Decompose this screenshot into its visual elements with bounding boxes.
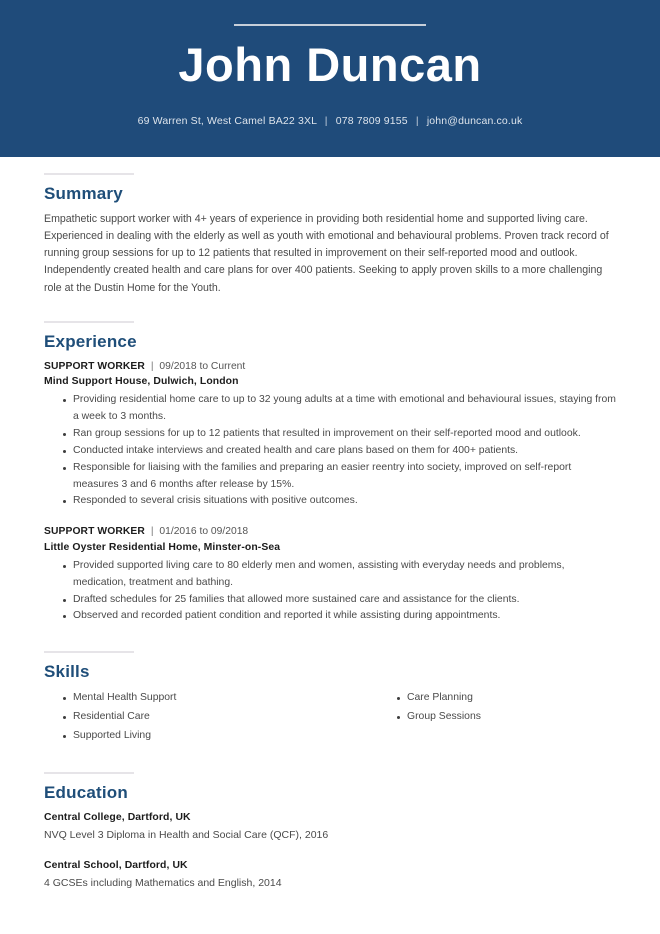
section-title-experience: Experience: [44, 331, 137, 351]
skill-item: Residential Care: [63, 708, 330, 727]
section-skills: [44, 651, 616, 746]
skills-list-right: [378, 689, 616, 727]
section-divider-rule: [44, 651, 134, 653]
job-title: SUPPORT WORKER: [44, 360, 145, 372]
skills-column-left: [44, 689, 330, 746]
contact-phone: 078 7809 9155: [335, 115, 408, 128]
education-degree: 4 GCSEs including Mathematics and English, 2014: [44, 877, 282, 890]
contact-address: 69 Warren St, West Camel BA22 3XL: [137, 115, 317, 128]
section-experience: [44, 321, 616, 625]
job-pipe-separator: |: [150, 526, 154, 538]
job-dates: 09/2018 to Current: [159, 360, 246, 372]
job-bullet: Providing residential home care to up to 32 young adults at a time with emotional and behavioural issues, staying from a week to 3 months.: [63, 392, 616, 426]
skill-item: Group Sessions: [397, 708, 616, 727]
education-school: Central School, Dartford, UK: [44, 860, 188, 872]
skill-item: Mental Health Support: [63, 689, 330, 708]
contact-separator-2: |: [415, 115, 419, 128]
job-bullet: Observed and recorded patient condition and reported it while assisting during appointments.: [63, 608, 616, 625]
job-bullet: Responsible for liaising with the families and preparing an easier reentry into society, improved on self-report measures 3 and 6 months after release by 15%.: [63, 460, 616, 494]
job-organization: Little Oyster Residential Home, Minster-on-Sea: [44, 541, 281, 553]
job-title: SUPPORT WORKER: [44, 526, 145, 538]
resume-header: [0, 0, 660, 157]
section-title-education: Education: [44, 783, 128, 802]
job-header-line: [44, 524, 616, 539]
skills-column-right: [330, 689, 616, 746]
experience-entry: [44, 359, 616, 510]
job-organization: Mind Support House, Dulwich, London: [44, 376, 239, 388]
education-school: Central College, Dartford, UK: [44, 812, 191, 823]
section-divider-rule: [44, 173, 134, 175]
contact-separator-1: |: [324, 115, 328, 128]
experience-entry: [44, 524, 616, 625]
job-bullet: Responded to several crisis situations with positive outcomes.: [63, 493, 616, 510]
resume-body: [0, 173, 660, 892]
job-bullet: Ran group sessions for up to 12 patients that resulted in improvement on their self-reported mood and outlook.: [63, 426, 616, 443]
section-summary: [44, 173, 616, 297]
section-divider-rule: [44, 772, 134, 774]
header-divider-rule: [234, 24, 426, 26]
education-entry: [44, 858, 616, 891]
contact-line: [0, 115, 660, 127]
job-pipe-separator: |: [150, 360, 154, 372]
job-bullet-list: [44, 558, 616, 625]
education-entry: [44, 810, 616, 843]
job-bullet: Provided supported living care to 80 elderly men and women, assisting with everyday needs and problems, medication, treatment and bathing.: [63, 558, 616, 592]
skill-item: Supported Living: [63, 727, 330, 746]
skills-list-left: [44, 689, 330, 746]
section-title-skills: Skills: [44, 662, 90, 682]
candidate-name: John Duncan: [178, 38, 482, 91]
section-title-summary: Summary: [44, 184, 123, 203]
section-divider-rule: [44, 321, 134, 323]
section-education: [44, 772, 616, 892]
skills-columns: [44, 689, 616, 746]
job-bullet-list: [44, 392, 616, 510]
job-dates: 01/2016 to 09/2018: [159, 526, 249, 538]
education-degree: NVQ Level 3 Diploma in Health and Social Care (QCF), 2016: [44, 828, 329, 841]
contact-email: john@duncan.co.uk: [426, 115, 523, 128]
skill-item: Care Planning: [397, 689, 616, 708]
job-bullet: Conducted intake interviews and created health and care plans based on them for 400+ patients.: [63, 443, 616, 460]
summary-text: Empathetic support worker with 4+ years of experience in providing both residential home and supported living care. Experienced in dealing with the elderly as well as youth with emotional and behavioural problems. Proven track record of running group sessions for up to 12 patients that resulted in improvement on their self-reported mood and outlook. Independently created health and care plans for over 400 patients. Seeking to apply proven skills to a more challenging role at the Dustin Home for the Youth.: [44, 213, 609, 294]
job-header-line: [44, 359, 616, 374]
job-bullet: Drafted schedules for 25 families that allowed more sustained care and assistance for the clients.: [63, 592, 616, 609]
